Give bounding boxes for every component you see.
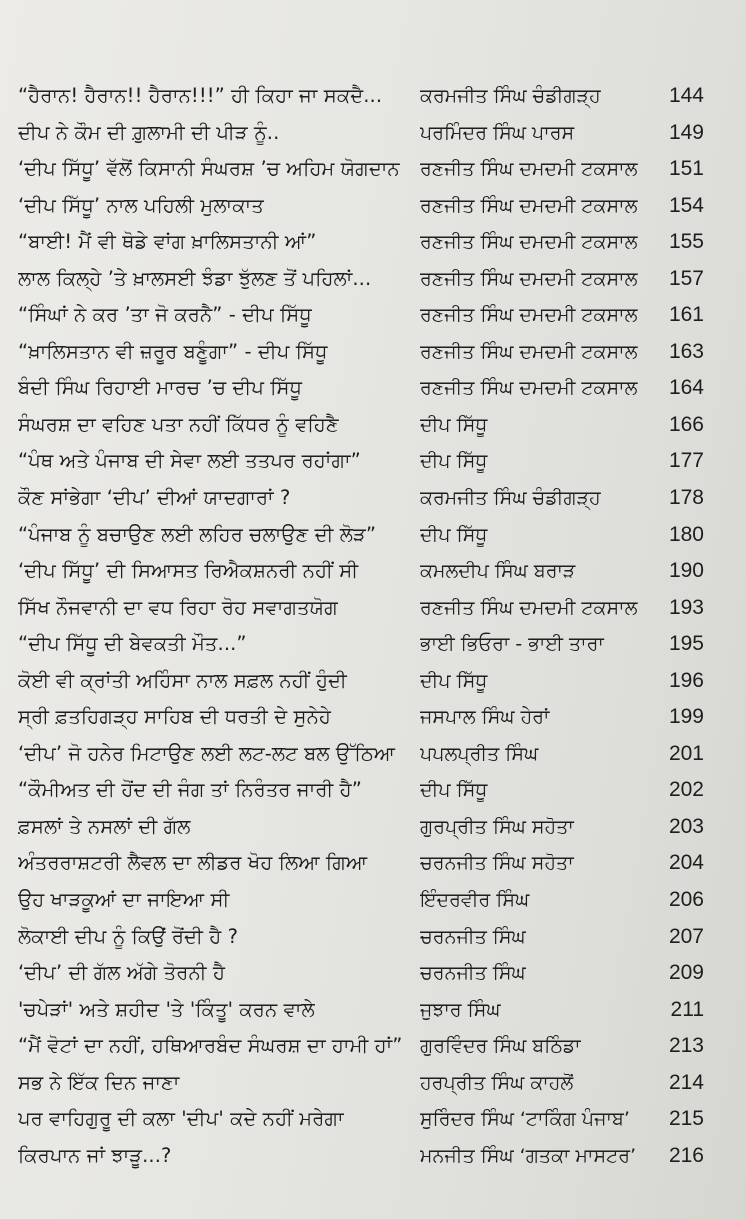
toc-entry xyxy=(0,517,746,554)
toc-entry-author: ਰਣਜੀਤ ਸਿੰਘ ਦਮਦਮੀ ਟਕਸਾਲ xyxy=(420,596,638,619)
toc-entry xyxy=(0,809,746,846)
toc-entry xyxy=(0,553,746,590)
toc-entry-page-number: 201 xyxy=(668,741,704,765)
toc-entry-title: ‘ਦੀਪ ਸਿੱਧੂ’ ਵੱਲੋਂ ਕਿਸਾਨੀ ਸੰਘਰਸ਼ ’ਚ ਅਹਿਮ ਯੋਗਦਾਨ xyxy=(18,157,400,181)
toc-entry-author: ਸੁਰਿੰਦਰ ਸਿੰਘ ‘ਟਾਕਿੰਗ ਪੰਜਾਬ’ xyxy=(420,1108,630,1131)
toc-entry-page-number: 144 xyxy=(668,84,704,107)
toc-entry xyxy=(0,882,746,919)
toc-entry xyxy=(0,443,746,480)
toc-entry-author: ਰਣਜੀਤ ਸਿੰਘ ਦਮਦਮੀ ਟਕਸਾਲ xyxy=(420,304,638,327)
toc-entry-author: ਦੀਪ ਸਿੱਧੂ xyxy=(420,523,488,546)
toc-entry-page-number: 211 xyxy=(670,997,704,1021)
toc-entry xyxy=(0,919,746,956)
toc-entry xyxy=(0,480,746,517)
toc-entry-author: ਚਰਨਜੀਤ ਸਿੰਘ ਸਹੋਤਾ xyxy=(420,852,574,875)
toc-entry-author: ਪਪਲਪ੍ਰੀਤ ਸਿੰਘ xyxy=(420,742,539,765)
toc-entry-author: ਗੁਰਪ੍ਰੀਤ ਸਿੰਘ ਸਹੋਤਾ xyxy=(420,815,574,838)
toc-entry xyxy=(0,736,746,773)
toc-entry-page-number: 180 xyxy=(668,522,704,546)
toc-entry xyxy=(0,1065,746,1102)
toc-entry-title: “ਖ਼ਾਲਿਸਤਾਨ ਵੀ ਜ਼ਰੂਰ ਬਣੂੰਗਾ” - ਦੀਪ ਸਿੱਧੂ xyxy=(18,339,328,363)
toc-entry-title: ਕੌਣ ਸਾਂਭੇਗਾ ‘ਦੀਪ’ ਦੀਆਂ ਯਾਦਗਾਰਾਂ ? xyxy=(18,486,291,510)
toc-entry xyxy=(0,992,746,1029)
toc-entry xyxy=(0,1101,746,1138)
toc-entry xyxy=(0,297,746,334)
toc-entry-title: “ਮੈਂ ਵੋਟਾਂ ਦਾ ਨਹੀਂ, ਹਥਿਆਰਬੰਦ ਸੰਘਰਸ਼ ਦਾ ਹਾਮੀ ਹਾਂ” xyxy=(18,1034,403,1058)
toc-entry-author: ਦੀਪ ਸਿੱਧੂ xyxy=(420,779,488,802)
toc-entry-title: ਲਾਲ ਕਿਲ੍ਹੇ ’ਤੇ ਖ਼ਾਲਸਈ ਝੰਡਾ ਝੁੱਲਣ ਤੋਂ ਪਹਿਲਾਂ... xyxy=(18,266,372,290)
toc-entry-author: ਭਾਈ ਭਿਓਰਾ - ਭਾਈ ਤਾਰਾ xyxy=(420,633,604,656)
toc-entry xyxy=(0,1028,746,1065)
toc-entry-page-number: 177 xyxy=(668,449,704,473)
toc-entry-title: “ਪੰਥ ਅਤੇ ਪੰਜਾਬ ਦੀ ਸੇਵਾ ਲਈ ਤਤਪਰ ਰਹਾਂਗਾ” xyxy=(18,449,361,473)
toc-entry-author: ਰਣਜੀਤ ਸਿੰਘ ਦਮਦਮੀ ਟਕਸਾਲ xyxy=(420,267,638,290)
toc-entry-title: ‘ਦੀਪ’ ਦੀ ਗੱਲ ਅੱਗੇ ਤੋਰਨੀ ਹੈ xyxy=(18,961,226,985)
toc-entry-title: “ਕੌਮੀਅਤ ਦੀ ਹੋਂਦ ਦੀ ਜੰਗ ਤਾਂ ਨਿਰੰਤਰ ਜਾਰੀ ਹੈ” xyxy=(18,778,362,802)
toc-entry-title: ਦੀਪ ਨੇ ਕੌਮ ਦੀ ਗ਼ੁਲਾਮੀ ਦੀ ਪੀੜ ਨੂੰ.. xyxy=(18,120,280,144)
toc-entry-author: ਦੀਪ ਸਿੱਧੂ xyxy=(420,450,488,473)
toc-entry-page-number: 204 xyxy=(668,851,704,875)
toc-entry xyxy=(0,663,746,700)
toc-entry-page-number: 164 xyxy=(668,376,704,400)
toc-entry-title: ਸਭ ਨੇ ਇੱਕ ਦਿਨ ਜਾਣਾ xyxy=(18,1070,180,1094)
toc-entry-page-number: 161 xyxy=(668,303,704,327)
toc-entry-author: ਗੁਰਵਿੰਦਰ ਸਿੰਘ ਬਠਿੰਡਾ xyxy=(420,1035,581,1058)
toc-entry-author: ਰਣਜੀਤ ਸਿੰਘ ਦਮਦਮੀ ਟਕਸਾਲ xyxy=(420,340,638,363)
toc-entry-author: ਹਰਪ੍ਰੀਤ ਸਿੰਘ ਕਾਹਲੋਂ xyxy=(420,1071,574,1094)
toc-entry-title: ‘ਦੀਪ ਸਿੱਧੂ’ ਦੀ ਸਿਆਸਤ ਰਿਐਕਸ਼ਨਰੀ ਨਹੀਂ ਸੀ xyxy=(18,559,359,583)
toc-entry xyxy=(0,590,746,627)
toc-entry-author: ਕਮਲਦੀਪ ਸਿੰਘ ਬਰਾੜ xyxy=(420,560,576,583)
toc-entry-page-number: 190 xyxy=(668,559,704,583)
toc-entry-title: ਅੰਤਰਰਾਸ਼ਟਰੀ ਲੈਵਲ ਦਾ ਲੀਡਰ ਖੋਹ ਲਿਆ ਗਿਆ xyxy=(18,851,368,875)
toc-entry-page-number: 154 xyxy=(668,193,704,217)
toc-entry-page-number: 209 xyxy=(668,961,704,985)
toc-entry xyxy=(0,772,746,809)
toc-entry xyxy=(0,1138,746,1175)
toc-entry-author: ਕਰਮਜੀਤ ਸਿੰਘ ਚੰਡੀਗੜ੍ਹ xyxy=(420,487,601,510)
toc-entry-title: ਸਿੱਖ ਨੌਜਵਾਨੀ ਦਾ ਵਧ ਰਿਹਾ ਰੋਹ ਸਵਾਗਤਯੋਗ xyxy=(18,595,338,619)
toc-entry-title: “ਦੀਪ ਸਿੱਧੂ ਦੀ ਬੇਵਕਤੀ ਮੌਤ...” xyxy=(18,632,247,656)
toc-entry-title: ਸੰਘਰਸ਼ ਦਾ ਵਹਿਣ ਪਤਾ ਨਹੀਂ ਕਿੱਧਰ ਨੂੰ ਵਹਿਣੈ xyxy=(18,412,339,436)
toc-entry-page-number: 195 xyxy=(668,632,704,656)
toc-entry xyxy=(0,188,746,225)
toc-entry xyxy=(0,955,746,992)
toc-entry-title: ਸ੍ਰੀ ਫ਼ਤਹਿਗੜ੍ਹ ਸਾਹਿਬ ਦੀ ਧਰਤੀ ਦੇ ਸੁਨੇਹੇ xyxy=(18,705,331,729)
toc-entry-page-number: 149 xyxy=(668,120,704,144)
toc-entry-author: ਮਨਜੀਤ ਸਿੰਘ ‘ਗਤਕਾ ਮਾਸਟਰ’ xyxy=(420,1144,637,1167)
toc-entry-title: ਕਿਰਪਾਨ ਜਾਂ ਝਾੜੂ...? xyxy=(18,1143,172,1167)
toc-entry xyxy=(0,151,746,188)
toc-entry xyxy=(0,224,746,261)
toc-entry-page-number: 214 xyxy=(668,1070,704,1094)
toc-entry-title: ਪਰ ਵਾਹਿਗੁਰੂ ਦੀ ਕਲਾ 'ਦੀਪ' ਕਦੇ ਨਹੀਂ ਮਰੇਗਾ xyxy=(18,1107,344,1131)
toc-entry-title: ਫ਼ਸਲਾਂ ਤੇ ਨਸਲਾਂ ਦੀ ਗੱਲ xyxy=(18,814,191,838)
toc-entry-author: ਜਸਪਾਲ ਸਿੰਘ ਹੇਰਾਂ xyxy=(420,706,550,729)
toc-entry-author: ਰਣਜੀਤ ਸਿੰਘ ਦਮਦਮੀ ਟਕਸਾਲ xyxy=(420,158,638,181)
toc-entry-author: ਦੀਪ ਸਿੱਧੂ xyxy=(420,669,488,692)
toc-entry-page-number: 196 xyxy=(668,668,704,692)
toc-entry-title: ਲੋਕਾਈ ਦੀਪ ਨੂੰ ਕਿਉਂ ਰੋਂਦੀ ਹੈ ? xyxy=(18,924,239,948)
toc-entry-author: ਦੀਪ ਸਿੱਧੂ xyxy=(420,413,488,436)
toc-entry-page-number: 157 xyxy=(668,266,704,290)
toc-entry xyxy=(0,845,746,882)
toc-entry-page-number: 203 xyxy=(668,814,704,838)
toc-entry xyxy=(0,699,746,736)
toc-entry-title: “ਬਾਈ! ਮੈਂ ਵੀ ਥੋਡੇ ਵਾਂਗ ਖ਼ਾਲਿਸਤਾਨੀ ਆਂ” xyxy=(18,230,317,254)
toc-entry xyxy=(0,78,746,115)
toc-entry-author: ਕਰਮਜੀਤ ਸਿੰਘ ਚੰਡੀਗੜ੍ਹ xyxy=(420,85,601,107)
toc-entry-author: ਰਣਜੀਤ ਸਿੰਘ ਦਮਦਮੀ ਟਕਸਾਲ xyxy=(420,377,638,400)
toc-entry-title: “ਪੰਜਾਬ ਨੂੰ ਬਚਾਉਣ ਲਈ ਲਹਿਰ ਚਲਾਉਣ ਦੀ ਲੋੜ” xyxy=(18,522,377,546)
toc-entry-title: ‘ਦੀਪ ਸਿੱਧੂ’ ਨਾਲ ਪਹਿਲੀ ਮੁਲਾਕਾਤ xyxy=(18,193,264,217)
toc-entry-page-number: 216 xyxy=(668,1143,704,1167)
toc-entry xyxy=(0,626,746,663)
table-of-contents xyxy=(0,78,746,1174)
toc-entry-page-number: 163 xyxy=(668,339,704,363)
toc-entry-title: ‘ਦੀਪ’ ਜੋ ਹਨੇਰ ਮਿਟਾਉਣ ਲਈ ਲਟ-ਲਟ ਬਲ ਉੱਠਿਆ xyxy=(18,741,396,765)
toc-entry-page-number: 202 xyxy=(668,778,704,802)
toc-entry-author: ਰਣਜੀਤ ਸਿੰਘ ਦਮਦਮੀ ਟਕਸਾਲ xyxy=(420,231,638,254)
toc-entry-page-number: 199 xyxy=(668,705,704,729)
toc-entry-page-number: 151 xyxy=(668,157,704,181)
toc-entry-author: ਜੁਝਾਰ ਸਿੰਘ xyxy=(420,998,501,1021)
toc-entry-page-number: 215 xyxy=(668,1107,704,1131)
toc-entry xyxy=(0,370,746,407)
toc-entry-page-number: 207 xyxy=(668,924,704,948)
toc-entry-page-number: 166 xyxy=(668,412,704,436)
toc-entry-author: ਚਰਨਜੀਤ ਸਿੰਘ xyxy=(420,962,526,985)
toc-entry-title: “ਸਿੰਘਾਂ ਨੇ ਕਰ ’ਤਾ ਜੋ ਕਰਨੈ” - ਦੀਪ ਸਿੱਧੂ xyxy=(18,303,312,327)
toc-entry-page-number: 193 xyxy=(668,595,704,619)
toc-entry xyxy=(0,115,746,152)
toc-entry-author: ਪਰਮਿੰਦਰ ਸਿੰਘ ਪਾਰਸ xyxy=(420,121,575,144)
toc-entry-page-number: 213 xyxy=(668,1034,704,1058)
toc-entry-title: ਬੰਦੀ ਸਿੰਘ ਰਿਹਾਈ ਮਾਰਚ ’ਚ ਦੀਪ ਸਿੱਧੂ xyxy=(18,376,303,400)
toc-entry-title: 'ਚਪੇੜਾਂ' ਅਤੇ ਸ਼ਹੀਦ 'ਤੇ 'ਕਿੰਤੂ' ਕਰਨ ਵਾਲੇ xyxy=(18,997,315,1021)
toc-entry-page-number: 155 xyxy=(668,230,704,254)
toc-entry-author: ਰਣਜੀਤ ਸਿੰਘ ਦਮਦਮੀ ਟਕਸਾਲ xyxy=(420,194,638,217)
toc-entry-page-number: 178 xyxy=(668,486,704,510)
toc-entry xyxy=(0,334,746,371)
toc-entry xyxy=(0,261,746,298)
toc-entry xyxy=(0,407,746,444)
toc-entry-title: ਉਹ ਖਾੜਕੂਆਂ ਦਾ ਜਾਇਆ ਸੀ xyxy=(18,888,230,912)
toc-entry-author: ਇੰਦਰਵੀਰ ਸਿੰਘ xyxy=(420,889,530,912)
toc-entry-author: ਚਰਨਜੀਤ ਸਿੰਘ xyxy=(420,925,526,948)
toc-entry-title: ਕੋਈ ਵੀ ਕ੍ਰਾਂਤੀ ਅਹਿੰਸਾ ਨਾਲ ਸਫ਼ਲ ਨਹੀਂ ਹੁੰਦੀ xyxy=(18,668,347,692)
toc-entry-page-number: 206 xyxy=(668,888,704,912)
toc-entry-title: “ਹੈਰਾਨ! ਹੈਰਾਨ!! ਹੈਰਾਨ!!!” ਹੀ ਕਿਹਾ ਜਾ ਸਕਦੈ... xyxy=(18,84,383,107)
